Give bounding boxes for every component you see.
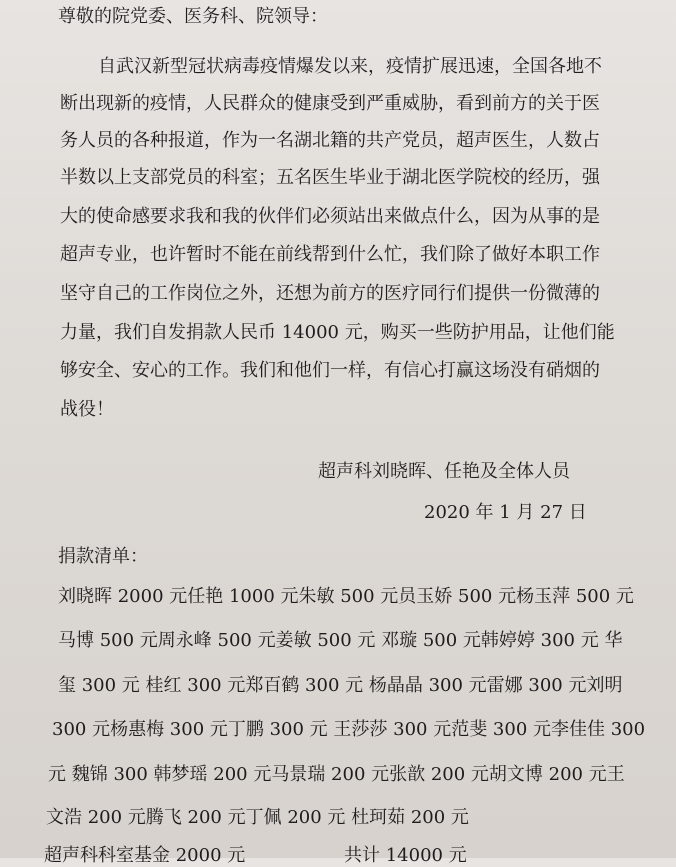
donation-heading: 捐款清单： (58, 546, 148, 567)
total-line: 共计 14000 元 (344, 845, 467, 866)
donation-line: 300 元杨惠梅 300 元丁鹏 300 元 王莎莎 300 元范斐 300 元李佳佳 300 (52, 719, 646, 740)
letter-date: 2020 年 1 月 27 日 (424, 502, 587, 523)
body-line: 半数以上支部党员的科室；五名医生毕业于湖北医学院校的经历，强 (60, 167, 600, 188)
donation-line: 玺 300 元 桂红 300 元郑百鹤 300 元 杨晶晶 300 元雷娜 300 元刘明 (58, 675, 623, 696)
body-line: 超声专业，也许暂时不能在前线帮到什么忙，我们除了做好本职工作 (60, 244, 600, 265)
body-line: 断出现新的疫情，人民群众的健康受到严重威胁，看到前方的关于医 (60, 93, 600, 114)
body-line: 力量，我们自发捐款人民币 14000 元，购买一些防护用品，让他们能 (60, 322, 615, 343)
body-line: 坚守自己的工作岗位之外，还想为前方的医疗同行们提供一份微薄的 (60, 283, 600, 304)
body-line: 大的使命感要求我和我的伙伴们必须站出来做点什么，因为从事的是 (60, 206, 600, 227)
donation-line: 元 魏锦 300 韩梦瑶 200 元马景瑞 200 元张歆 200 元胡文博 200 元王 (48, 764, 625, 785)
body-line: 自武汉新型冠状病毒疫情爆发以来，疫情扩展迅速，全国各地不 (98, 56, 602, 77)
donation-line: 刘晓晖 2000 元任艳 1000 元朱敏 500 元员玉娇 500 元杨玉萍 500 元 (58, 586, 634, 607)
body-line: 务人员的各种报道，作为一名湖北籍的共产党员，超声医生，人数占 (60, 130, 600, 151)
fund-line: 超声科科室基金 2000 元 (44, 845, 246, 866)
body-line: 够安全、安心的工作。我们和他们一样，有信心打赢这场没有硝烟的 (60, 360, 600, 381)
donation-line: 文浩 200 元腾飞 200 元丁佩 200 元 杜珂茹 200 元 (46, 807, 469, 828)
signature: 超声科刘晓晖、任艳及全体人员 (318, 461, 570, 482)
salutation: 尊敬的院党委、医务科、院领导： (58, 6, 328, 27)
body-line: 战役！ (60, 399, 114, 420)
donation-line: 马博 500 元周永峰 500 元姜敏 500 元 邓璇 500 元韩婷婷 300 元 华 (58, 630, 623, 651)
